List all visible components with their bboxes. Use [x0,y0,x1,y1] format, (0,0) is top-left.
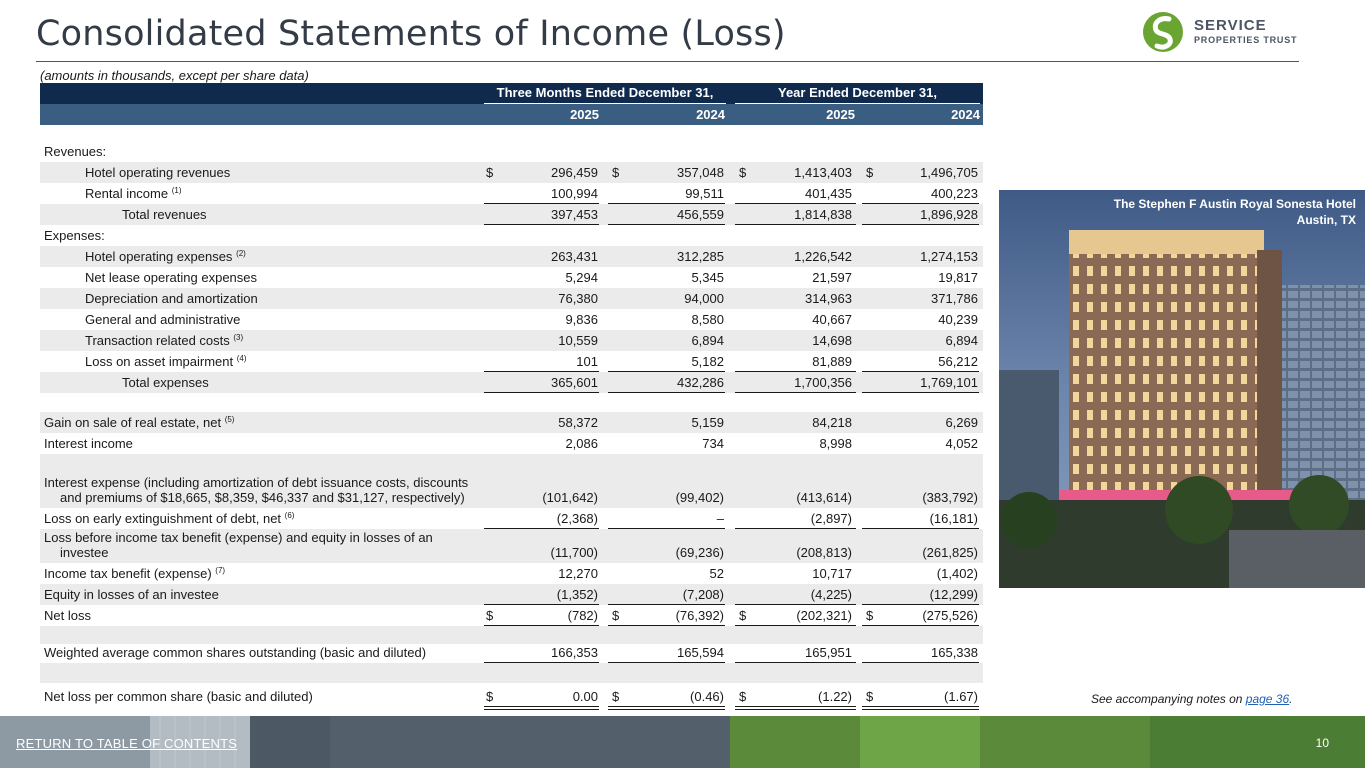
cell-value: 81,889 [812,354,852,369]
table-row [40,309,983,330]
cell-value: 296,459 [551,165,598,180]
table-header-years [40,104,983,125]
row-label-text: Hotel operating revenues [85,165,231,180]
cell-value: 21,597 [812,270,852,285]
row-label-text: Interest expense (including amortization of debt issuance costs, discounts and premiums of $18,665, $8,359, $46,337 and $31,127, respectively) [44,475,469,505]
cell-value: 6,894 [945,333,978,348]
cell-value: 8,580 [691,312,724,327]
hotel-building-image [999,190,1365,588]
cell-value: 99,511 [685,186,724,201]
cell-value: (69,236) [675,545,724,560]
cell-value: 1,274,153 [920,249,978,264]
cell-value: (1.67) [944,689,978,704]
cell-value: (1.22) [818,689,852,704]
cell-value: 2,086 [565,436,598,451]
row-label-text: Depreciation and amortization [85,291,258,306]
cell-value: (782) [567,608,598,623]
cell-value: 5,345 [691,270,724,285]
cell-value: 84,218 [812,415,852,430]
cell-value: (261,825) [922,545,978,560]
cell-value: 1,700,356 [794,375,852,390]
cell-value: – [716,511,724,526]
total-underline [862,706,979,707]
accompanying-notes [1091,692,1293,706]
row-label [44,412,234,430]
cell-value: 734 [702,436,724,451]
notes-page-link[interactable]: page 36 [1245,692,1290,706]
table-row [40,393,983,412]
table-row [40,412,983,433]
footnote-marker: (5) [224,415,235,424]
cell-value: 401,435 [805,186,852,201]
hotel-photo [999,190,1365,588]
row-label-text: Total expenses [122,375,209,390]
cell-value: (202,321) [796,608,852,623]
cell-value: (11,700) [550,545,598,560]
table-row [40,433,983,454]
currency-symbol: $ [739,689,747,704]
row-label-text: Revenues: [44,144,107,159]
row-label [44,645,426,660]
cell-value: 365,601 [551,375,598,390]
row-label [44,228,105,243]
row-label [122,375,209,390]
total-underline [484,706,599,707]
header-year: 2025 [570,107,599,122]
footer-bar [0,716,1365,768]
row-label-text: Total revenues [122,207,207,222]
table-row [40,683,983,707]
row-label-text: Expenses: [44,228,105,243]
table-row [40,204,983,225]
logo-text-service: SERVICE [1194,17,1267,34]
cell-value: 314,963 [805,291,852,306]
row-label-text: Net loss [44,608,91,623]
cell-value: 6,894 [691,333,724,348]
cell-value: 1,814,838 [794,207,852,222]
table-row [40,351,983,372]
row-label [44,508,294,526]
cell-value: 12,270 [558,566,598,581]
header-year: 2024 [951,107,980,122]
cell-value: (99,402) [675,490,724,505]
cell-value: 6,269 [945,415,978,430]
footnote-marker: (6) [284,511,295,520]
currency-symbol: $ [612,165,620,180]
cell-value: 9,836 [565,312,598,327]
page-number: 10 [1315,736,1329,750]
cell-value: 165,594 [677,645,724,660]
company-logo [1142,11,1302,53]
cell-value: (76,392) [675,608,724,623]
row-label [85,312,240,327]
table-row [40,529,983,563]
cell-value: 10,717 [812,566,852,581]
cell-value: 165,951 [805,645,852,660]
row-label-text: Interest income [44,436,133,451]
cell-value: 19,817 [938,270,978,285]
table-row [40,288,983,309]
total-underline [484,709,599,710]
cell-value: (2,897) [810,511,852,526]
cell-value: (12,299) [929,587,978,602]
cell-value: 357,048 [677,165,724,180]
currency-symbol: $ [612,689,620,704]
row-label [85,183,182,201]
row-label [85,165,230,180]
table-row [40,584,983,605]
cell-value: (4,225) [810,587,852,602]
header-year: 2025 [826,107,855,122]
cell-value: 5,294 [565,270,598,285]
table-row [40,605,983,626]
cell-value: 432,286 [677,375,724,390]
cell-value: 76,380 [558,291,598,306]
page-title: Consolidated Statements of Income (Loss) [36,14,786,54]
cell-value: 1,226,542 [794,249,852,264]
row-label [85,291,258,306]
table-header-groups [40,83,983,104]
cell-value: (413,614) [796,490,852,505]
cell-value: 166,353 [551,645,598,660]
currency-symbol: $ [866,689,874,704]
currency-symbol: $ [612,608,620,623]
cell-value: 371,786 [931,291,978,306]
cell-value: 40,667 [812,312,852,327]
total-underline [608,709,725,710]
cell-value: 40,239 [938,312,978,327]
cell-value: 165,338 [931,645,978,660]
cell-value: (1,402) [936,566,978,581]
currency-symbol: $ [486,608,494,623]
amounts-note: (amounts in thousands, except per share data) [40,68,309,83]
cell-value: 263,431 [551,249,598,264]
cell-value: 456,559 [677,207,724,222]
cell-value: 100,994 [551,186,598,201]
row-label [85,246,246,264]
table-row [40,141,983,162]
cell-value: 8,998 [819,436,852,451]
table-row [40,454,983,508]
currency-symbol: $ [739,608,747,623]
row-label-text: Gain on sale of real estate, net [44,415,222,430]
currency-symbol: $ [739,165,747,180]
row-label-text: Loss on early extinguishment of debt, net [44,511,282,526]
cell-value: 94,000 [684,291,724,306]
return-to-toc-link[interactable]: RETURN TO TABLE OF CONTENTS [16,736,238,751]
row-label [44,475,484,505]
currency-symbol: $ [866,165,874,180]
footnote-marker: (4) [236,354,247,363]
cell-value: 101 [576,354,598,369]
table-row [40,563,983,584]
row-label-text: Rental income [85,186,169,201]
row-label [85,330,243,348]
total-underline [862,709,979,710]
row-label [44,689,313,704]
logo-mark-icon [1142,11,1186,53]
cell-value: (7,208) [682,587,724,602]
header-year: 2024 [696,107,725,122]
cell-value: 10,559 [558,333,598,348]
cell-value: 5,159 [691,415,724,430]
cell-value: 1,496,705 [920,165,978,180]
currency-symbol: $ [486,689,494,704]
row-label-text: Weighted average common shares outstanding (basic and diluted) [44,645,427,660]
row-label-text: Net lease operating expenses [85,270,258,285]
row-label-text: Income tax benefit (expense) [44,566,212,581]
row-label-text: Hotel operating expenses [85,249,233,264]
cell-value: (208,813) [796,545,852,560]
cell-value: (383,792) [922,490,978,505]
row-label-text: Loss on asset impairment [85,354,234,369]
cell-value: 312,285 [677,249,724,264]
row-label-text: Net loss per common share (basic and diluted) [44,689,313,704]
footnote-marker: (3) [233,333,244,342]
row-label [85,351,247,369]
cell-value: (16,181) [929,511,978,526]
cell-value: 1,769,101 [920,375,978,390]
row-label [44,144,106,159]
row-label [44,587,219,602]
cell-value: 1,413,403 [794,165,852,180]
table-row [40,372,983,393]
cell-value: 58,372 [558,415,598,430]
notes-suffix: . [1289,692,1293,706]
title-divider [36,61,1299,62]
cell-value: 0.00 [572,689,598,704]
row-label-text: General and administrative [85,312,241,327]
table-row [40,162,983,183]
notes-prefix: See accompanying notes on [1091,692,1246,706]
cell-value: (0.46) [690,689,724,704]
total-underline [735,706,856,707]
footnote-marker: (1) [171,186,182,195]
row-label [44,530,484,560]
cell-value: 52 [709,566,724,581]
header-year-ended: Year Ended December 31, [735,83,980,104]
cell-value: 5,182 [691,354,724,369]
table-row [40,330,983,351]
row-label-text: Equity in losses of an investee [44,587,219,602]
table-row [40,626,983,644]
photo-caption-hotel: The Stephen F Austin Royal Sonesta Hotel [1113,197,1356,211]
cell-value: 397,453 [551,207,598,222]
footnote-marker: (2) [236,249,246,258]
row-label-text: Loss before income tax benefit (expense) and equity in losses of an investee [44,530,433,560]
cell-value: (2,368) [556,511,598,526]
table-row [40,663,983,683]
total-underline [735,709,856,710]
table-row [40,267,983,288]
photo-caption [1114,196,1356,228]
row-label-text: Transaction related costs [85,333,230,348]
header-three-months: Three Months Ended December 31, [484,83,726,104]
cell-value: (1,352) [556,587,598,602]
cell-value: 1,896,928 [920,207,978,222]
cell-value: (101,642) [542,490,598,505]
cell-value: 56,212 [938,354,978,369]
cell-value: (275,526) [922,608,978,623]
table-row [40,225,983,246]
row-label [85,270,257,285]
logo-text-properties-trust: PROPERTIES TRUST [1194,35,1298,45]
row-label [122,207,207,222]
currency-symbol: $ [866,608,874,623]
table-row [40,508,983,529]
table-row [40,246,983,267]
table-row [40,644,983,663]
row-label [44,436,133,451]
footnote-marker: (7) [215,566,226,575]
row-label [44,563,225,581]
cell-value: 4,052 [945,436,978,451]
currency-symbol: $ [486,165,494,180]
cell-value: 14,698 [812,333,852,348]
row-label [44,608,91,623]
total-underline [608,706,725,707]
photo-caption-location: Austin, TX [1296,213,1356,227]
table-row [40,183,983,204]
cell-value: 400,223 [931,186,978,201]
